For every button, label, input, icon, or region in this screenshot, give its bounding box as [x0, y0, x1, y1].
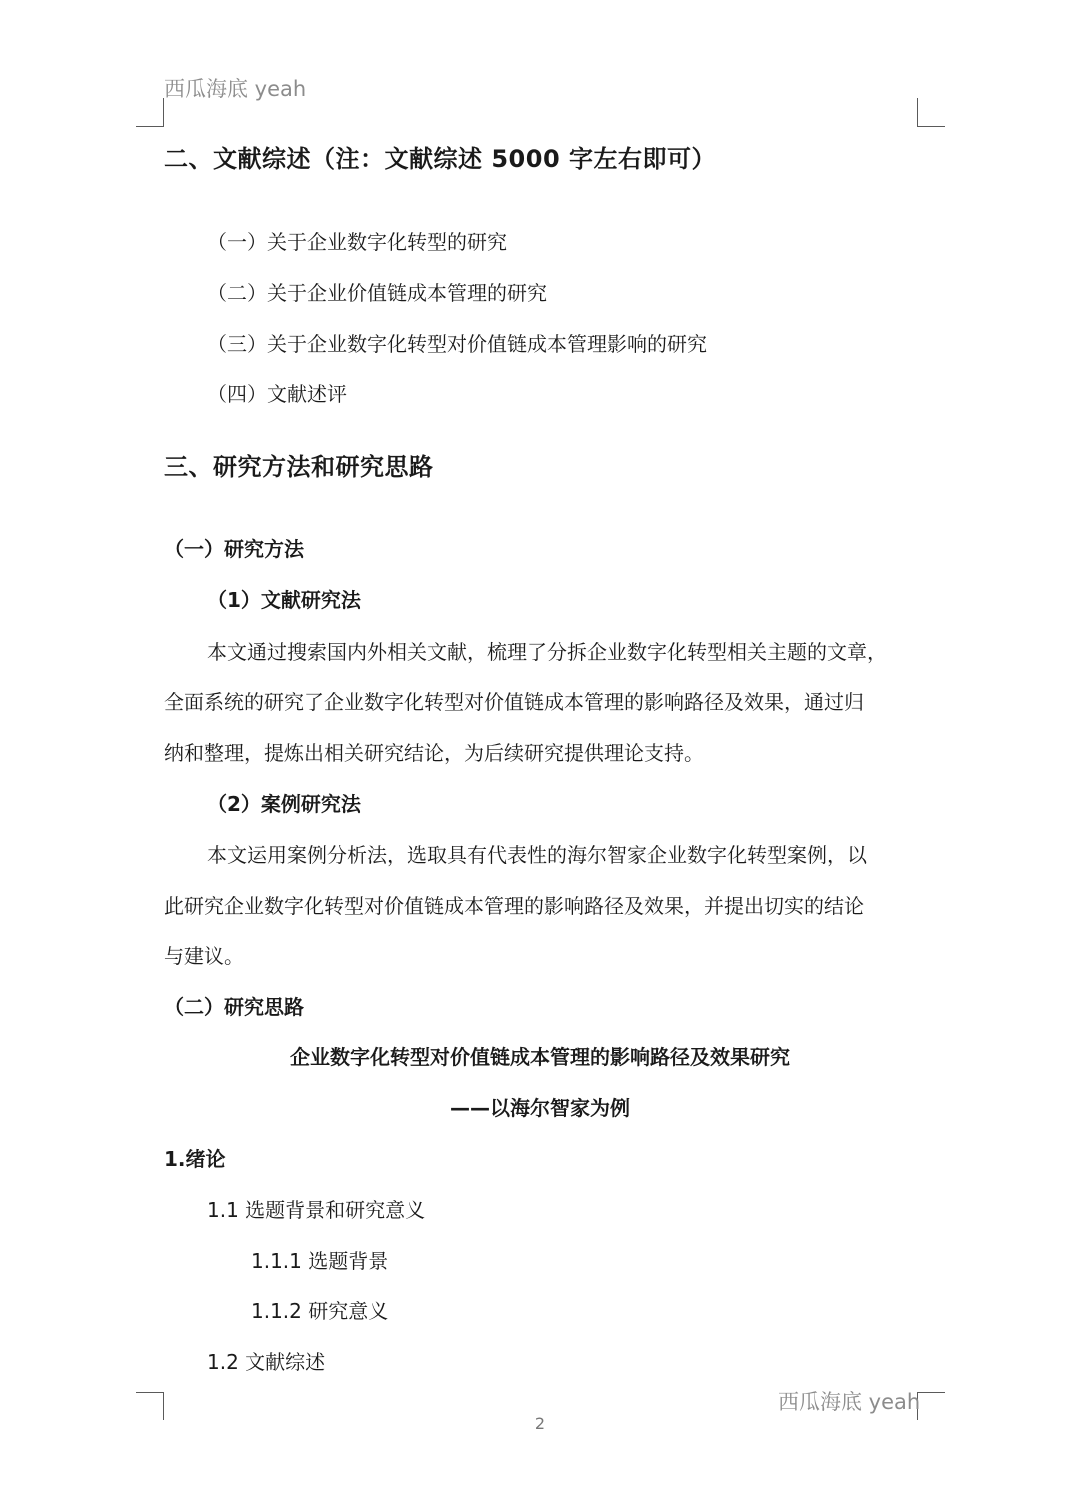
- methods-heading: （一）研究方法: [164, 537, 304, 561]
- method2-line-3: 与建议。: [164, 944, 244, 968]
- crop-mark-top-right-v: [917, 98, 918, 126]
- thesis-subtitle: ——以海尔智家为例: [450, 1096, 630, 1120]
- outline-1-2: 1.2 文献综述: [207, 1350, 326, 1374]
- watermark-bottom: 西瓜海底 yeah: [778, 1390, 921, 1414]
- toc-item-3: （三）关于企业数字化转型对价值链成本管理影响的研究: [207, 332, 707, 356]
- toc-item-2: （二）关于企业价值链成本管理的研究: [207, 281, 547, 305]
- toc-item-1: （一）关于企业数字化转型的研究: [207, 230, 507, 254]
- method1-line-2: 全面系统的研究了企业数字化转型对价值链成本管理的影响路径及效果，通过归: [164, 690, 864, 714]
- thesis-title: 企业数字化转型对价值链成本管理的影响路径及效果研究: [290, 1045, 790, 1069]
- toc-item-4: （四）文献述评: [207, 382, 347, 406]
- crop-mark-bottom-right-h: [917, 1392, 945, 1393]
- watermark-top: 西瓜海底 yeah: [164, 77, 307, 101]
- method1-title: （1）文献研究法: [207, 588, 361, 612]
- method2-title: （2）案例研究法: [207, 792, 361, 816]
- method2-line-2: 此研究企业数字化转型对价值链成本管理的影响路径及效果，并提出切实的结论: [164, 894, 864, 918]
- crop-mark-bottom-left-h: [136, 1392, 164, 1393]
- outline-1-1-1: 1.1.1 选题背景: [251, 1249, 389, 1273]
- method1-line-3: 纳和整理，提炼出相关研究结论，为后续研究提供理论支持。: [164, 741, 704, 765]
- method2-line-1: 本文运用案例分析法，选取具有代表性的海尔智家企业数字化转型案例，以: [207, 843, 867, 867]
- section2-heading: 二、文献综述（注：文献综述 5000 字左右即可）: [164, 145, 717, 173]
- outline-level1: 1.绪论: [164, 1147, 226, 1171]
- crop-mark-top-right-h: [917, 126, 945, 127]
- crop-mark-top-left-h: [136, 126, 164, 127]
- section3-heading: 三、研究方法和研究思路: [164, 453, 434, 481]
- method1-line-1: 本文通过搜索国内外相关文献，梳理了分拆企业数字化转型相关主题的文章，: [207, 640, 887, 664]
- outline-1-1: 1.1 选题背景和研究意义: [207, 1198, 426, 1222]
- outline-1-1-2: 1.1.2 研究意义: [251, 1299, 389, 1323]
- approach-heading: （二）研究思路: [164, 995, 304, 1019]
- page-number: 2: [534, 1414, 546, 1433]
